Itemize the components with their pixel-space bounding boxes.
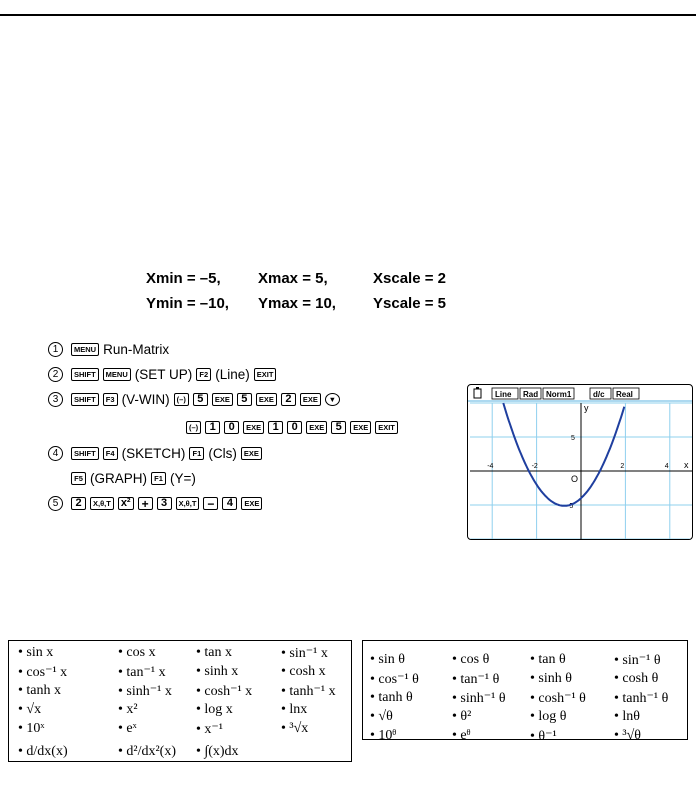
step-text: (Cls) [208, 446, 237, 461]
variable-key[interactable]: X,θ,T [90, 497, 114, 510]
menu-key[interactable]: MENU [71, 343, 99, 356]
function-item: • θ² [452, 709, 472, 724]
exe-key[interactable]: EXE [241, 497, 262, 510]
step-number: 3 [48, 392, 63, 407]
x-tick-label: 2 [620, 463, 625, 470]
x-axis-label: x [684, 460, 689, 470]
step-text: (GRAPH) [90, 471, 147, 486]
x-tick-label: 4 [664, 463, 669, 470]
function-item: • x⁻¹ [196, 722, 223, 737]
cursor-down-key[interactable]: ▼ [325, 393, 340, 406]
function-item: • sinh⁻¹ x [118, 684, 172, 699]
digit-5-key[interactable]: 5 [331, 421, 346, 434]
calculator-screen [467, 384, 693, 540]
status-bar [474, 387, 639, 399]
digit-2-key[interactable]: 2 [281, 393, 296, 406]
digit-0-key[interactable]: 0 [224, 421, 239, 434]
digit-5-key[interactable]: 5 [237, 393, 252, 406]
function-item: • cos x [118, 645, 156, 660]
digit-1-key[interactable]: 1 [268, 421, 283, 434]
function-item: • tanh⁻¹ x [281, 684, 336, 699]
function-item: • lnθ [614, 709, 640, 724]
x-tick-label: -4 [487, 463, 494, 470]
exit-key[interactable]: EXIT [254, 368, 277, 381]
yscale-label: Yscale = 5 [373, 295, 446, 312]
function-item: • sin θ [370, 652, 405, 667]
function-item: • lnx [281, 702, 308, 717]
step-text: Run-Matrix [103, 342, 170, 357]
digit-1-key[interactable]: 1 [205, 421, 220, 434]
shift-key[interactable]: SHIFT [71, 368, 99, 381]
function-item: • √x [18, 702, 42, 717]
shift-key[interactable]: SHIFT [71, 447, 99, 460]
origin-label: O [571, 474, 579, 484]
variable-key[interactable]: X,θ,T [176, 497, 200, 510]
function-item: • tanh θ [370, 690, 413, 705]
ymax-label: Ymax = 10, [258, 295, 336, 312]
step-1 [48, 342, 173, 357]
step-number: 5 [48, 496, 63, 511]
digit-2-key[interactable]: 2 [71, 497, 86, 510]
function-item: • θ⁻¹ [530, 729, 557, 744]
shift-key[interactable]: SHIFT [71, 393, 99, 406]
function-item: • tanh⁻¹ θ [614, 691, 669, 706]
function-item: • cos⁻¹ θ [370, 672, 419, 687]
function-item: • tan⁻¹ x [118, 665, 166, 680]
battery-icon [474, 389, 481, 398]
function-item: • 10ˣ [18, 721, 45, 736]
function-item: • ³√θ [614, 728, 641, 743]
parabola-curve [503, 403, 624, 506]
function-item: • d²/dx²(x) [118, 744, 177, 759]
menu-key[interactable]: MENU [103, 368, 131, 381]
graph-svg [468, 385, 693, 540]
negative-key[interactable]: (–) [174, 393, 189, 406]
exe-key[interactable]: EXE [300, 393, 321, 406]
ymin-label: Ymin = –10, [146, 295, 229, 312]
graph-labels [487, 403, 689, 510]
function-item: • 10ᶿ [370, 728, 397, 743]
step-3 [48, 392, 344, 407]
step-5 [48, 496, 266, 511]
function-item: • cos θ [452, 652, 490, 667]
f5-key[interactable]: F5 [71, 472, 86, 485]
xmax-label: Xmax = 5, [258, 270, 328, 287]
function-item: • sin x [18, 645, 54, 660]
top-rule [0, 14, 696, 16]
exe-key[interactable]: EXE [306, 421, 327, 434]
step-number: 4 [48, 446, 63, 461]
step-2 [48, 367, 280, 382]
graph-axes [470, 403, 692, 539]
step-text: (SET UP) [134, 367, 193, 382]
function-item: • tan x [196, 645, 233, 660]
function-item: • cosh x [281, 664, 326, 679]
plus-key[interactable]: + [138, 497, 153, 510]
status-badge: Real [616, 390, 633, 399]
y-axis-label: y [584, 403, 589, 413]
f2-key[interactable]: F2 [196, 368, 211, 381]
digit-0-key[interactable]: 0 [287, 421, 302, 434]
exe-key[interactable]: EXE [212, 393, 233, 406]
x-tick-label: -2 [531, 463, 538, 470]
f3-key[interactable]: F3 [103, 393, 118, 406]
function-item: • √θ [370, 709, 393, 724]
function-item: • ∫(x)dx [196, 744, 239, 759]
status-badge: Norm1 [546, 390, 572, 399]
function-item: • ³√x [281, 721, 309, 736]
step-4 [48, 446, 266, 461]
function-item: • eˣ [118, 721, 137, 736]
battery-tip-icon [476, 387, 479, 389]
function-item: • tanh x [18, 683, 62, 698]
xmin-label: Xmin = –5, [146, 270, 221, 287]
function-item: • sinh x [196, 664, 239, 679]
status-badge: Line [495, 390, 512, 399]
f1-key[interactable]: F1 [189, 447, 204, 460]
exe-key[interactable]: EXE [256, 393, 277, 406]
function-item: • tan⁻¹ θ [452, 672, 500, 687]
function-item: • sin⁻¹ θ [614, 653, 661, 668]
minus-key[interactable]: − [203, 497, 218, 510]
digit-4-key[interactable]: 4 [222, 497, 237, 510]
function-item: • sin⁻¹ x [281, 646, 328, 661]
function-item: • sinh⁻¹ θ [452, 691, 506, 706]
function-item: • cosh θ [614, 671, 659, 686]
exit-key[interactable]: EXIT [375, 421, 398, 434]
negative-key[interactable]: (–) [186, 421, 201, 434]
square-key[interactable]: x² [118, 497, 134, 510]
function-item: • eᶿ [452, 728, 471, 743]
step-3-continued [186, 421, 402, 434]
y-tick-label: -5 [567, 503, 574, 510]
step-number: 1 [48, 342, 63, 357]
step-text: (Line) [215, 367, 250, 382]
f4-key[interactable]: F4 [103, 447, 118, 460]
function-item: • log x [196, 702, 233, 717]
exe-key[interactable]: EXE [243, 421, 264, 434]
exe-key[interactable]: EXE [350, 421, 371, 434]
y-tick-label: 5 [571, 435, 575, 442]
f1-key[interactable]: F1 [151, 472, 166, 485]
function-item: • sinh θ [530, 671, 572, 686]
function-item: • cos⁻¹ x [18, 665, 68, 680]
xscale-label: Xscale = 2 [373, 270, 446, 287]
status-badge: Rad [523, 390, 539, 399]
function-item: • tan θ [530, 652, 566, 667]
exe-key[interactable]: EXE [241, 447, 262, 460]
step-4-continued [71, 471, 200, 486]
digit-3-key[interactable]: 3 [157, 497, 172, 510]
status-badge: d/c [593, 390, 605, 399]
function-item: • d/dx(x) [18, 744, 68, 759]
function-item: • cosh⁻¹ θ [530, 691, 586, 706]
step-number: 2 [48, 367, 63, 382]
step-text: (SKETCH) [121, 446, 186, 461]
step-text: (V-WIN) [121, 392, 170, 407]
function-item: • cosh⁻¹ x [196, 684, 253, 699]
function-item: • x² [118, 702, 138, 717]
step-text: (Y=) [170, 471, 196, 486]
function-item: • log θ [530, 709, 567, 724]
digit-5-key[interactable]: 5 [193, 393, 208, 406]
